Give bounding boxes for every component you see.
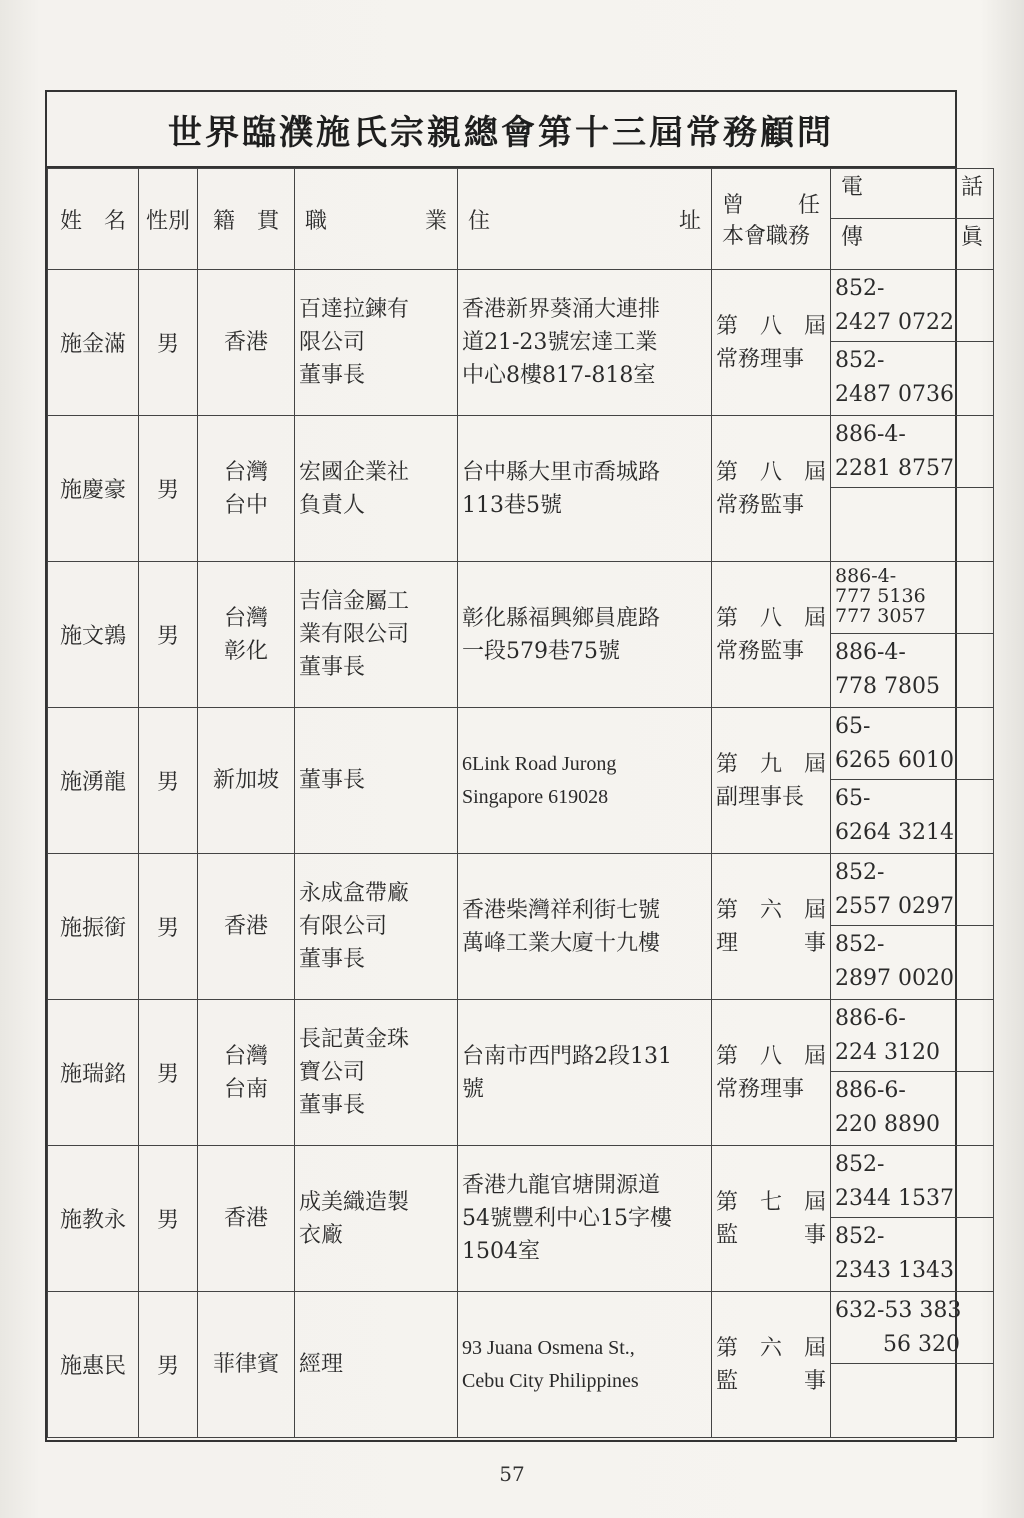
cell-contact <box>831 1146 994 1292</box>
job-line-2: 寶公司 <box>299 1060 366 1085</box>
pos-line-2: 常務監事 <box>716 492 805 518</box>
origin-line-1: 新加坡 <box>212 768 279 793</box>
cell-position <box>712 708 831 854</box>
advisors-table <box>47 168 994 1438</box>
tel-line-1: 886-4- <box>835 422 906 447</box>
fax-line-2: 6264 3214 <box>835 820 954 845</box>
addr-line-1: 香港九龍官塘開源道 <box>462 1173 661 1198</box>
cell-contact <box>831 854 994 1000</box>
cell-origin <box>198 1292 295 1438</box>
addr-line-1: 6Link Road Jurong <box>462 752 617 775</box>
addr-line-2: 道21-23號宏達工業 <box>462 330 658 355</box>
cell-sex: 男 <box>139 270 198 416</box>
pos-line-2: 常務監事 <box>716 638 805 664</box>
cell-name: 施振銜 <box>48 854 139 1000</box>
header-fax-left: 傳 <box>841 225 864 250</box>
addr-line-2: Singapore 619028 <box>462 785 609 808</box>
table-row <box>48 708 994 854</box>
cell-job <box>295 708 458 854</box>
addr-line-1: 彰化縣福興鄉員鹿路 <box>462 605 661 631</box>
cell-address <box>458 1000 712 1146</box>
addr-line-2: Cebu City Philippines <box>462 1369 639 1392</box>
header-name: 姓 名 <box>48 169 139 270</box>
origin-line-2: 彰化 <box>223 638 268 664</box>
cell-job <box>295 1146 458 1292</box>
cell-sex: 男 <box>139 708 198 854</box>
tel-block <box>831 416 993 488</box>
fax-line-2: 220 8890 <box>835 1112 940 1137</box>
tel-line-2: 2281 8757 <box>835 456 954 481</box>
job-line-1: 百達拉鍊有 <box>299 297 410 322</box>
tel-line-1: 65- <box>835 714 871 739</box>
tel-block <box>831 1146 993 1218</box>
header-pos-right: 任 <box>797 193 820 218</box>
fax-block <box>831 1364 993 1436</box>
job-line-1: 永成盒帶廠 <box>299 881 410 906</box>
cell-name: 施金滿 <box>48 270 139 416</box>
table-row <box>48 854 994 1000</box>
job-line-2: 有限公司 <box>299 914 388 939</box>
tel-line-1: 886-6- <box>835 1006 906 1031</box>
addr-line-2: 號 <box>462 1076 485 1102</box>
fax-block <box>831 1218 993 1290</box>
fax-line-1: 852- <box>835 348 885 373</box>
fax-line-1: 65- <box>835 786 871 811</box>
fax-line-1: 852- <box>835 1224 885 1249</box>
job-line-1: 經理 <box>299 1352 344 1377</box>
pos-line-1: 第 六 屆 <box>716 897 827 923</box>
origin-line-1: 台灣 <box>223 1043 268 1069</box>
cell-job <box>295 562 458 708</box>
header-job-left: 職 <box>305 208 328 234</box>
tel-block <box>831 562 993 634</box>
table-row <box>48 562 994 708</box>
tel-line-1: 886-4- <box>835 565 897 587</box>
cell-origin <box>198 854 295 1000</box>
tel-block <box>831 270 993 342</box>
table-row <box>48 416 994 562</box>
job-line-1: 董事長 <box>299 768 366 793</box>
header-position <box>712 169 831 270</box>
addr-line-2: 113巷5號 <box>462 492 562 518</box>
tel-line-1: 852- <box>835 1152 885 1177</box>
table-row <box>48 270 994 416</box>
header-pos-left: 曾 <box>722 193 745 218</box>
header-contact <box>831 169 994 270</box>
job-line-3: 董事長 <box>299 363 366 388</box>
origin-line-1: 香港 <box>223 1206 268 1231</box>
tel-block <box>831 1000 993 1072</box>
header-origin: 籍 貫 <box>198 169 295 270</box>
tel-line-2: 2427 0722 <box>835 310 954 335</box>
cell-origin <box>198 1000 295 1146</box>
job-line-3: 董事長 <box>299 947 366 972</box>
header-addr-right: 址 <box>678 208 701 234</box>
cell-address <box>458 854 712 1000</box>
job-line-1: 成美織造製 <box>299 1189 410 1215</box>
pos-line-1: 第 六 屆 <box>716 1335 827 1361</box>
header-fax-right: 眞 <box>960 225 983 250</box>
tel-block <box>831 854 993 926</box>
fax-line-2: 2487 0736 <box>835 382 954 407</box>
origin-line-1: 香港 <box>223 914 268 939</box>
cell-position <box>712 270 831 416</box>
pos-line-1: 第 八 屆 <box>716 1043 827 1069</box>
fax-block <box>831 1072 993 1144</box>
cell-name: 施慶豪 <box>48 416 139 562</box>
pos-line-1: 第 八 屆 <box>716 605 827 631</box>
addr-line-2: 54號豐利中心15字樓 <box>462 1206 672 1231</box>
cell-address <box>458 416 712 562</box>
table-row <box>48 1000 994 1146</box>
cell-name: 施文鶉 <box>48 562 139 708</box>
fax-block <box>831 634 993 706</box>
pos-line-2: 副理事長 <box>716 784 805 810</box>
cell-name: 施湧龍 <box>48 708 139 854</box>
table-row <box>48 1292 994 1438</box>
tel-line-2: 224 3120 <box>835 1040 940 1065</box>
tel-line-2: 56 320 <box>883 1332 960 1357</box>
cell-name: 施瑞銘 <box>48 1000 139 1146</box>
cell-contact <box>831 1000 994 1146</box>
header-sex: 性別 <box>139 169 198 270</box>
tel-line-3: 777 3057 <box>835 605 926 627</box>
cell-address <box>458 1292 712 1438</box>
table-frame <box>45 90 983 1442</box>
cell-name: 施惠民 <box>48 1292 139 1438</box>
origin-line-2: 台中 <box>223 492 268 518</box>
addr-line-3: 1504室 <box>462 1239 540 1264</box>
job-line-2: 衣廠 <box>299 1222 344 1248</box>
fax-block <box>831 780 993 852</box>
addr-line-1: 香港新界葵涌大連排 <box>462 297 661 322</box>
header-addr-left: 住 <box>468 208 491 234</box>
cell-name: 施教永 <box>48 1146 139 1292</box>
header-tel-right: 話 <box>960 175 983 200</box>
tel-line-2: 2557 0297 <box>835 894 954 919</box>
fax-line-1: 886-4- <box>835 640 906 665</box>
cell-sex: 男 <box>139 1146 198 1292</box>
origin-line-1: 台灣 <box>223 605 268 631</box>
cell-contact <box>831 708 994 854</box>
job-line-1: 吉信金屬工 <box>299 589 410 614</box>
fax-line-2: 2897 0020 <box>835 966 954 991</box>
cell-sex: 男 <box>139 1292 198 1438</box>
tel-line-2: 6265 6010 <box>835 748 954 773</box>
pos-line-2: 常務理事 <box>716 1076 805 1102</box>
fax-line-1: 852- <box>835 932 885 957</box>
fax-line-1: 886-6- <box>835 1078 906 1103</box>
cell-job <box>295 854 458 1000</box>
cell-address <box>458 270 712 416</box>
origin-line-1: 菲律賓 <box>212 1352 279 1377</box>
pos-line-2: 監 事 <box>716 1368 827 1394</box>
cell-contact <box>831 270 994 416</box>
header-job-right: 業 <box>424 208 447 234</box>
tel-line-2: 777 5136 <box>835 585 926 607</box>
pos-line-2: 監 事 <box>716 1222 827 1248</box>
job-line-3: 董事長 <box>299 655 366 680</box>
job-line-1: 長記黃金珠 <box>299 1027 410 1052</box>
cell-position <box>712 1000 831 1146</box>
addr-line-1: 香港柴灣祥利街七號 <box>462 897 661 923</box>
cell-job <box>295 270 458 416</box>
job-line-2: 負責人 <box>299 492 366 518</box>
table-row <box>48 1146 994 1292</box>
cell-sex: 男 <box>139 854 198 1000</box>
cell-position <box>712 562 831 708</box>
job-line-1: 宏國企業社 <box>299 459 410 485</box>
pos-line-1: 第 八 屆 <box>716 459 827 485</box>
page-number: 57 <box>499 1462 525 1486</box>
cell-origin <box>198 562 295 708</box>
cell-position <box>712 1146 831 1292</box>
pos-line-1: 第 七 屆 <box>716 1189 827 1215</box>
tel-block <box>831 708 993 780</box>
tel-line-2: 2344 1537 <box>835 1186 954 1211</box>
origin-line-1: 台灣 <box>223 459 268 485</box>
header-tel-left: 電 <box>841 175 864 200</box>
cell-origin <box>198 708 295 854</box>
pos-line-1: 第 九 屆 <box>716 751 827 777</box>
addr-line-1: 台南市西門路2段131 <box>462 1043 672 1069</box>
cell-contact <box>831 1292 994 1438</box>
cell-job <box>295 1292 458 1438</box>
tel-line-1: 852- <box>835 860 885 885</box>
cell-position <box>712 416 831 562</box>
cell-address <box>458 1146 712 1292</box>
origin-line-2: 台南 <box>223 1076 268 1102</box>
tel-line-1: 632-53 383 <box>835 1298 962 1323</box>
addr-line-1: 台中縣大里市喬城路 <box>462 459 661 485</box>
cell-address <box>458 562 712 708</box>
job-line-2: 限公司 <box>299 330 366 355</box>
cell-job <box>295 416 458 562</box>
job-line-3: 董事長 <box>299 1093 366 1118</box>
job-line-2: 業有限公司 <box>299 622 410 647</box>
tel-block <box>831 1292 993 1364</box>
cell-contact <box>831 562 994 708</box>
fax-block <box>831 926 993 998</box>
cell-job <box>295 1000 458 1146</box>
cell-contact <box>831 416 994 562</box>
fax-line-2: 2343 1343 <box>835 1258 954 1283</box>
pos-line-1: 第 八 屆 <box>716 313 827 339</box>
cell-sex: 男 <box>139 1000 198 1146</box>
fax-block <box>831 342 993 414</box>
cell-origin <box>198 416 295 562</box>
addr-line-2: 一段579巷75號 <box>462 638 620 664</box>
origin-line-1: 香港 <box>223 330 268 355</box>
cell-address <box>458 708 712 854</box>
header-row <box>48 169 994 270</box>
cell-position <box>712 854 831 1000</box>
pos-line-2: 常務理事 <box>716 346 805 372</box>
cell-sex: 男 <box>139 562 198 708</box>
page-title: 世界臨濮施氏宗親總會第十三屆常務顧問 <box>47 92 955 168</box>
pos-line-2: 理 事 <box>716 930 827 956</box>
fax-block <box>831 488 993 560</box>
addr-line-1: 93 Juana Osmena St., <box>462 1336 635 1359</box>
addr-line-3: 中心8樓817-818室 <box>462 363 656 388</box>
cell-position <box>712 1292 831 1438</box>
cell-origin <box>198 270 295 416</box>
header-pos-line2: 本會職務 <box>722 224 811 249</box>
header-address <box>458 169 712 270</box>
cell-origin <box>198 1146 295 1292</box>
fax-line-2: 778 7805 <box>835 674 940 699</box>
cell-sex: 男 <box>139 416 198 562</box>
tel-line-1: 852- <box>835 276 885 301</box>
addr-line-2: 萬峰工業大廈十九樓 <box>462 930 661 956</box>
header-job <box>295 169 458 270</box>
